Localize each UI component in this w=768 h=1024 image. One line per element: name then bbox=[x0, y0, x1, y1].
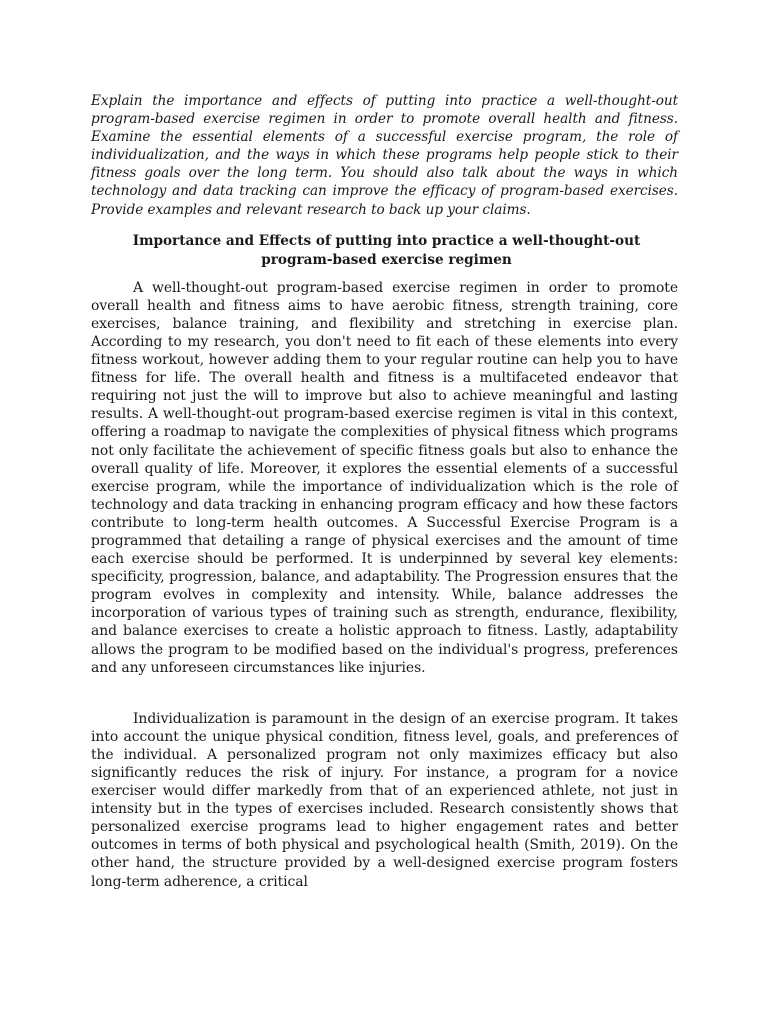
assignment-prompt: Explain the importance and effects of putting into practice a well-thought-out program-based exercise regimen in order to promote overall health and fitness. Examine the essential elements of a successful exercise program, the role of individualization, and the ways in which these programs help people stick to their fitness goals over the long term. You should also talk about the ways in which technology and data tracking can improve the efficacy of program-based exercises. Provide examples and relevant research to back up your claims. bbox=[91, 93, 678, 218]
section-heading bbox=[91, 232, 678, 270]
section-heading-line-2: program-based exercise regimen bbox=[261, 251, 512, 268]
section-heading-line-1: Importance and Effects of putting into practice a well-thought-out bbox=[132, 232, 641, 249]
body-paragraph-2: Individualization is paramount in the design of an exercise program. It takes into account the unique physical condition, fitness level, goals, and preferences of the individual. A personalized program not only maximizes efficacy but also significantly reduces the risk of injury. For instance, a program for a novice exerciser would differ markedly from that of an experienced athlete, not just in intensity but in the types of exercises included. Research consistently shows that personalized exercise programs lead to higher engagement rates and better outcomes in terms of both physical and psychological health (Smith, 2019). On the other hand, the structure provided by a well-designed exercise program fosters long-term adherence, a critical bbox=[91, 710, 678, 890]
body-paragraph-1: A well-thought-out program-based exercise regimen in order to promote overall health and fitness aims to have aerobic fitness, strength training, core exercises, balance training, and flexibility and stretching in exercise plan. According to my research, you don't need to fit each of these elements into every fitness workout, however adding them to your regular routine can help you to have fitness for life. The overall health and fitness is a multifaceted endeavor that requiring not just the will to improve but also to achieve meaningful and lasting results. A well-thought-out program-based exercise regimen is vital in this context, offering a roadmap to navigate the complexities of physical fitness which programs not only facilitate the achievement of specific fitness goals but also to enhance the overall quality of life. Moreover, it explores the essential elements of a successful exercise program, while the importance of individualization which is the role of technology and data tracking in enhancing program efficacy and how these factors contribute to long-term health outcomes. A Successful Exercise Program is a programmed that detailing a range of physical exercises and the amount of time each exercise should be performed. It is underpinned by several key elements: specificity, progression, balance, and adaptability. The Progression ensures that the program evolves in complexity and intensity. While, balance addresses the incorporation of various types of training such as strength, endurance, flexibility, and balance exercises to create a holistic approach to fitness. Lastly, adaptability allows the program to be modified based on the individual's progress, preferences and any unforeseen circumstances like injuries. bbox=[91, 279, 678, 676]
document-page bbox=[91, 92, 678, 891]
